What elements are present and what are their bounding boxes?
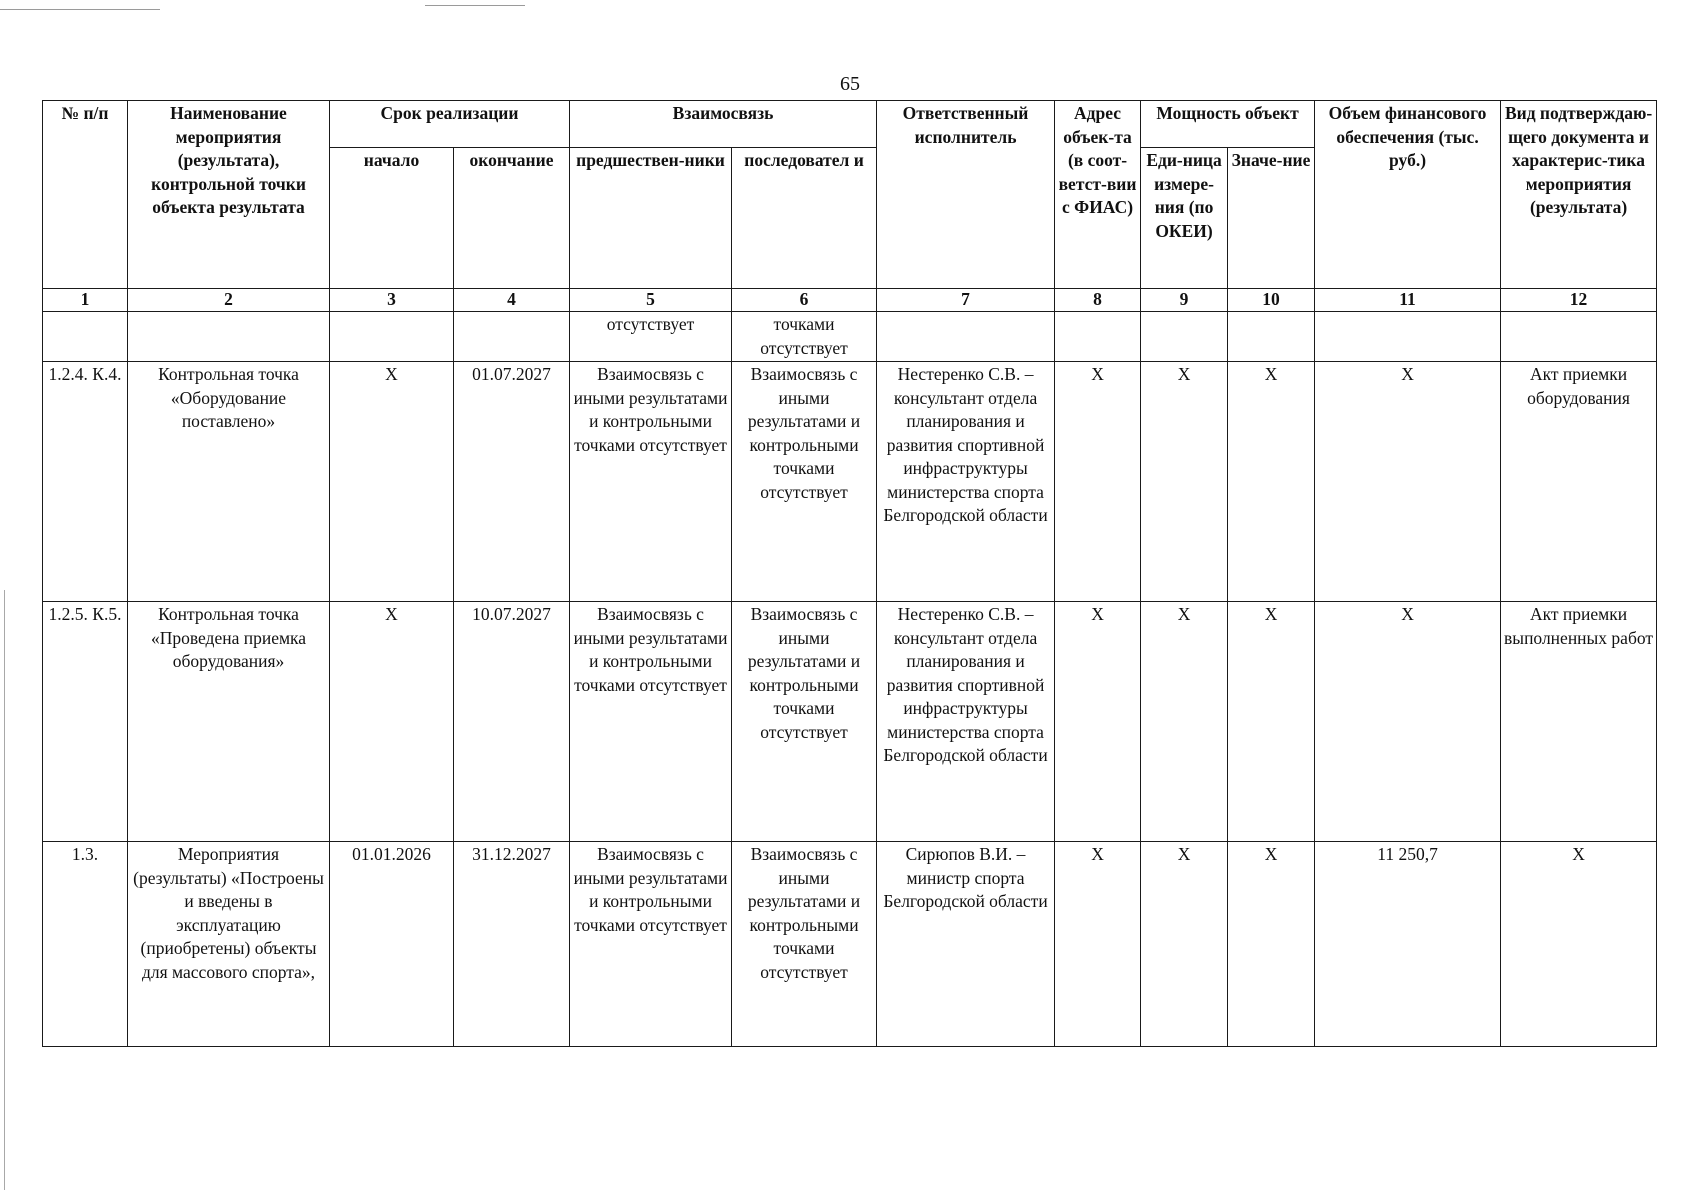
- cell-address: X: [1055, 602, 1141, 842]
- table-row: [43, 602, 1657, 842]
- plan-table: [42, 100, 1657, 1047]
- header-address: Адрес объек-та (в соот-ветст-вии с ФИАС): [1055, 101, 1141, 289]
- scan-mark-top-center: [425, 5, 525, 6]
- cell-start: X: [330, 362, 454, 602]
- cell-empty: [1228, 312, 1315, 362]
- cell-value: X: [1228, 362, 1315, 602]
- column-number: 5: [570, 289, 732, 312]
- column-number: 6: [732, 289, 877, 312]
- header-number: № п/п: [43, 101, 128, 289]
- column-number: 3: [330, 289, 454, 312]
- header-term-group: Срок реализации: [330, 101, 570, 148]
- cell-value: X: [1228, 842, 1315, 1047]
- column-number: 7: [877, 289, 1055, 312]
- header-document: Вид подтверждаю-щего документа и характерис-тика мероприятия (результата): [1501, 101, 1657, 289]
- column-number: 12: [1501, 289, 1657, 312]
- cell-start: X: [330, 602, 454, 842]
- column-number: 1: [43, 289, 128, 312]
- cell-empty: [1315, 312, 1501, 362]
- cell-end: 01.07.2027: [454, 362, 570, 602]
- cell-predecessors: Взаимосвязь с иными результатами и контрольными точками отсутствует: [570, 842, 732, 1047]
- cell-empty: [43, 312, 128, 362]
- cell-unit: X: [1141, 602, 1228, 842]
- header-unit: Еди-ница измере-ния (по ОКЕИ): [1141, 148, 1228, 289]
- table-row: [43, 842, 1657, 1047]
- cell-empty: [330, 312, 454, 362]
- column-number: 4: [454, 289, 570, 312]
- cell-address: X: [1055, 842, 1141, 1047]
- column-number-row: [43, 289, 1657, 312]
- header-name: Наименование мероприятия (результата), контрольной точки объекта результата: [128, 101, 330, 289]
- cell-empty: [1055, 312, 1141, 362]
- cell-name: Контрольная точка «Оборудование поставлено»: [128, 362, 330, 602]
- cell-successors: Взаимосвязь с иными результатами и контрольными точками отсутствует: [732, 602, 877, 842]
- cell-responsible: Нестеренко С.В. – консультант отдела планирования и развития спортивной инфраструктуры министерства спорта Белгородской области: [877, 362, 1055, 602]
- header-row-top: [43, 101, 1657, 148]
- cell-finance: 11 250,7: [1315, 842, 1501, 1047]
- cell-document: Акт приемки оборудования: [1501, 362, 1657, 602]
- continuation-row: [43, 312, 1657, 362]
- cell-responsible: Нестеренко С.В. – консультант отдела планирования и развития спортивной инфраструктуры министерства спорта Белгородской области: [877, 602, 1055, 842]
- scan-mark-top-left: [0, 9, 160, 10]
- cell-empty: [877, 312, 1055, 362]
- cell-document: X: [1501, 842, 1657, 1047]
- cell-start: 01.01.2026: [330, 842, 454, 1047]
- cell-predecessors: Взаимосвязь с иными результатами и контрольными точками отсутствует: [570, 602, 732, 842]
- cell-responsible: Сирюпов В.И. – министр спорта Белгородской области: [877, 842, 1055, 1047]
- cell-end: 10.07.2027: [454, 602, 570, 842]
- cell-name: Контрольная точка «Проведена приемка оборудования»: [128, 602, 330, 842]
- cell-predecessors: отсутствует: [570, 312, 732, 362]
- cell-finance: X: [1315, 362, 1501, 602]
- cell-number: 1.2.4. К.4.: [43, 362, 128, 602]
- header-successors: последовател и: [732, 148, 877, 289]
- cell-document: Акт приемки выполненных работ: [1501, 602, 1657, 842]
- header-end: окончание: [454, 148, 570, 289]
- cell-finance: X: [1315, 602, 1501, 842]
- header-start: начало: [330, 148, 454, 289]
- cell-empty: [128, 312, 330, 362]
- header-responsible: Ответственный исполнитель: [877, 101, 1055, 289]
- page-number: 65: [840, 73, 860, 95]
- cell-unit: X: [1141, 362, 1228, 602]
- column-number: 8: [1055, 289, 1141, 312]
- column-number: 9: [1141, 289, 1228, 312]
- cell-empty: [1501, 312, 1657, 362]
- cell-address: X: [1055, 362, 1141, 602]
- scan-edge-left: [4, 590, 5, 1190]
- cell-number: 1.2.5. К.5.: [43, 602, 128, 842]
- cell-value: X: [1228, 602, 1315, 842]
- column-number: 2: [128, 289, 330, 312]
- cell-name: Мероприятия (результаты) «Построены и введены в эксплуатацию (приобретены) объекты для массового спорта»,: [128, 842, 330, 1047]
- header-predecessors: предшествен-ники: [570, 148, 732, 289]
- column-number: 10: [1228, 289, 1315, 312]
- header-capacity-group: Мощность объект: [1141, 101, 1315, 148]
- header-value: Значе-ние: [1228, 148, 1315, 289]
- cell-empty: [454, 312, 570, 362]
- header-link-group: Взаимосвязь: [570, 101, 877, 148]
- cell-number: 1.3.: [43, 842, 128, 1047]
- cell-end: 31.12.2027: [454, 842, 570, 1047]
- column-number: 11: [1315, 289, 1501, 312]
- cell-successors: Взаимосвязь с иными результатами и контрольными точками отсутствует: [732, 362, 877, 602]
- header-finance: Объем финансового обеспечения (тыс. руб.): [1315, 101, 1501, 289]
- cell-predecessors: Взаимосвязь с иными результатами и контрольными точками отсутствует: [570, 362, 732, 602]
- cell-successors: точками отсутствует: [732, 312, 877, 362]
- cell-empty: [1141, 312, 1228, 362]
- cell-successors: Взаимосвязь с иными результатами и контрольными точками отсутствует: [732, 842, 877, 1047]
- cell-unit: X: [1141, 842, 1228, 1047]
- table-row: [43, 362, 1657, 602]
